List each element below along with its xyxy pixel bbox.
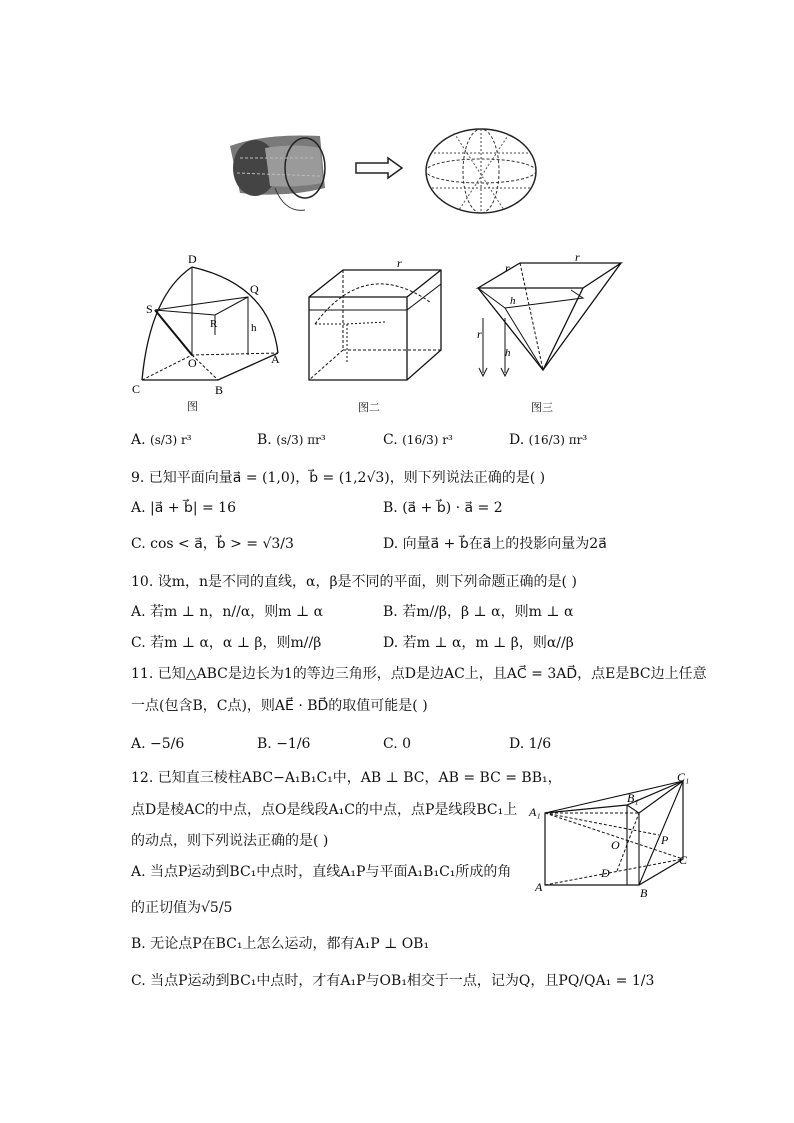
fig1-label-h: h [251, 322, 257, 334]
q10-option-d: D. 若m ⊥ α，m ⊥ β，则α//β [383, 635, 574, 651]
prism-figure [527, 770, 697, 900]
figure-3-inverted-pyramid [475, 250, 625, 378]
prism-label-P: P [661, 833, 669, 847]
q9-option-b: B. (a⃗ + b⃗) · a⃗ = 2 [383, 500, 503, 516]
q12-stem-line-3: 的动点，则下列说法正确的是( ) [131, 833, 329, 849]
q8-option-b: B. (s/3) πr³ [257, 432, 326, 448]
q9-stem: 9. 已知平面向量a⃗ = (1,0)，b⃗ = (1,2√3)，则下列说法正确的是( ) [131, 470, 546, 486]
fig2-label-r: r [397, 256, 402, 270]
fig1-label-B: B [215, 383, 224, 397]
q12-option-a-line-2: 的正切值为√5/5 [131, 900, 233, 916]
q11-stem-line-2: 一点(包含B，C点)，则AE⃗ · BD⃗的取值可能是( ) [131, 698, 428, 714]
prism-label-A1: A₁ [529, 805, 541, 819]
q11-option-a: A. −5/6 [131, 736, 185, 752]
q10-stem: 10. 设m，n是不同的直线，α，β是不同的平面，则下列命题正确的是( ) [131, 574, 577, 590]
fig3-label-r3: r [477, 327, 482, 341]
fig1-label-C: C [132, 382, 141, 396]
q12-stem-line-2: 点D是棱AC的中点，点O是线段A₁C的中点，点P是线段BC₁上 [131, 802, 518, 818]
q9-option-d: D. 向量a⃗ + b⃗在a⃗上的投影向量为2a⃗ [383, 536, 607, 552]
q12-stem-line-1: 12. 已知直三棱柱ABC−A₁B₁C₁中，AB ⊥ BC，AB = BC = BB₁， [131, 770, 562, 786]
prism-label-A: A [535, 880, 543, 894]
fig1-label-S: S [146, 302, 153, 316]
arrow-right-icon [354, 157, 404, 179]
prism-label-B: B [640, 886, 648, 900]
fig3-label-h2: h [505, 347, 511, 359]
q11-stem-line-1: 11. 已知△ABC是边长为1的等边三角形，点D是边AC上，且AC⃗ = 3AD⃗，点E是BC边上任意 [131, 666, 707, 682]
q10-option-a: A. 若m ⊥ n，n//α，则m ⊥ α [131, 604, 324, 620]
fig3-label-r1: r [505, 261, 510, 275]
prism-label-B1: B₁ [627, 791, 639, 805]
figure-3-caption: 图三 [531, 401, 553, 414]
prism-label-O: O [611, 838, 620, 852]
q9-option-a: A. |a⃗ + b⃗| = 16 [131, 500, 236, 516]
prism-label-C1: C₁ [677, 770, 690, 784]
q12-option-c: C. 当点P运动到BC₁中点时，才有A₁P与OB₁相交于一点，记为Q，且PQ/QA₁ = 1/3 [131, 973, 655, 989]
fig1-label-D: D [188, 252, 197, 266]
q11-option-d: D. 1/6 [509, 736, 552, 752]
sphere-figure [424, 128, 538, 214]
fig1-label-O: O [188, 356, 197, 370]
figure-1-caption: 图 [187, 400, 198, 413]
prism-label-C: C [679, 853, 688, 867]
fig1-label-A: A [271, 352, 280, 366]
fig1-label-Q: Q [250, 282, 259, 296]
prism-label-D: D [601, 866, 610, 880]
fig1-label-R: R [210, 318, 218, 330]
q12-option-b: B. 无论点P在BC₁上怎么运动，都有A₁P ⊥ OB₁ [131, 936, 430, 952]
q8-option-a: A. (s/3) r³ [131, 432, 192, 448]
fig3-label-r2: r [575, 250, 580, 264]
q8-option-d: D. (16/3) πr³ [509, 432, 588, 448]
q8-option-c: C. (16/3) r³ [383, 432, 453, 448]
q9-option-c: C. cos < a⃗，b⃗ > = √3/3 [131, 536, 294, 552]
figure-2-box-dome [305, 256, 445, 387]
q11-option-c: C. 0 [383, 736, 412, 752]
q11-option-b: B. −1/6 [257, 736, 311, 752]
figure-2-caption: 图二 [358, 401, 380, 414]
q10-option-c: C. 若m ⊥ α，α ⊥ β，则m//β [131, 635, 322, 651]
fig3-label-h1: h [510, 295, 516, 307]
figure-1-quarter-sphere [130, 252, 280, 400]
q10-option-b: B. 若m//β，β ⊥ α，则m ⊥ α [383, 604, 574, 620]
cylinder-object-figure [225, 128, 345, 218]
q12-option-a-line-1: A. 当点P运动到BC₁中点时，直线A₁P与平面A₁B₁C₁所成的角 [131, 864, 512, 880]
